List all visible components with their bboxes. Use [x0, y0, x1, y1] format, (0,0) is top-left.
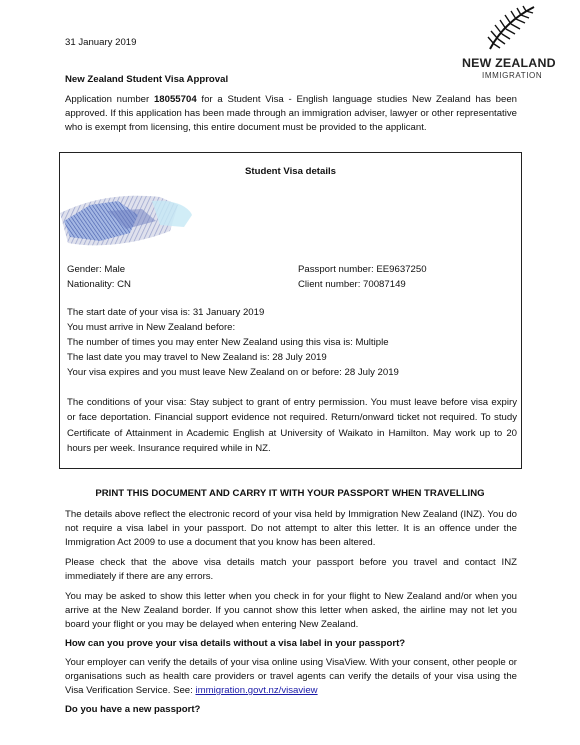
redacted-photo-area	[60, 191, 220, 251]
gender-field: Gender: Male	[67, 264, 126, 275]
logo-title: NEW ZEALAND	[462, 56, 556, 70]
start-date-line: The start date of your visa is: 31 January 2019	[67, 307, 265, 318]
visa-details-box	[59, 152, 522, 469]
prove-visa-question: How can you prove your visa details without a visa label in your passport?	[65, 638, 406, 649]
silver-fern-icon	[484, 4, 538, 52]
visa-box-title: Student Visa details	[245, 166, 336, 177]
electronic-record-paragraph: The details above reflect the electronic record of your visa held by Immigration New Zealand (INZ). You do not require a visa label in your passport. Do not attempt to alter this letter. It is an offence under the Immigration Act 2009 to use a document that you know has been altered.	[65, 509, 517, 548]
entries-line: The number of times you may enter New Zealand using this visa is: Multiple	[67, 337, 389, 348]
visa-dates-list	[67, 306, 517, 381]
intro-suffix: for a Student Visa - English language studies New Zealand has been approved. If this application has been made through an immigration adviser, lawyer or other representative who is exempt from licensing, this entire document must be provided to the applicant.	[65, 94, 517, 133]
application-number: 18055704	[153, 94, 197, 105]
show-letter-paragraph: You may be asked to show this letter when you check in for your flight to New Zealand and/or when you arrive at the New Zealand border. If you cannot show this letter when asked, the airline may not let you board your flight or you may be delayed when entering New Zealand.	[65, 591, 517, 630]
check-details-paragraph: Please check that the above visa details match your passport before you travel and contact INZ immediately if there are any errors.	[65, 557, 517, 582]
expiry-line: Your visa expires and you must leave New Zealand on or before: 28 July 2019	[67, 367, 399, 378]
letter-heading: New Zealand Student Visa Approval	[65, 74, 229, 85]
logo-subtitle: IMMIGRATION	[482, 71, 543, 80]
visaview-text: Your employer can verify the details of your visa online using VisaView. With your consent, other people or organisations such as health care providers or travel agents can verify the details of your visa using the Visa Verification Service. See:	[65, 657, 517, 696]
intro-paragraph	[65, 93, 517, 135]
arrive-before-line: You must arrive in New Zealand before:	[67, 322, 236, 333]
nationality-field: Nationality: CN	[67, 279, 131, 290]
letter-date: 31 January 2019	[65, 37, 137, 48]
nz-immigration-logo	[462, 4, 562, 82]
print-notice-heading: PRINT THIS DOCUMENT AND CARRY IT WITH YOUR PASSPORT WHEN TRAVELLING	[95, 488, 485, 499]
visaview-paragraph	[65, 656, 517, 698]
last-travel-line: The last date you may travel to New Zealand is: 28 July 2019	[67, 352, 327, 363]
new-passport-question: Do you have a new passport?	[65, 704, 201, 715]
intro-prefix: Application number	[65, 94, 154, 105]
visaview-link[interactable]: immigration.govt.nz/visaview	[195, 685, 318, 696]
client-number-field: Client number: 70087149	[298, 279, 406, 290]
passport-number-field: Passport number: EE9637250	[298, 264, 427, 275]
visa-conditions: The conditions of your visa: Stay subject to grant of entry permission. You must leave before visa expiry or face deportation. Financial support evidence not required. Return/onward ticket not required. To study Certificate of Attainment in Academic English at University of Waikato in Hamilton. May work up to 20 hours per week. Insurance required while in NZ.	[67, 397, 517, 455]
